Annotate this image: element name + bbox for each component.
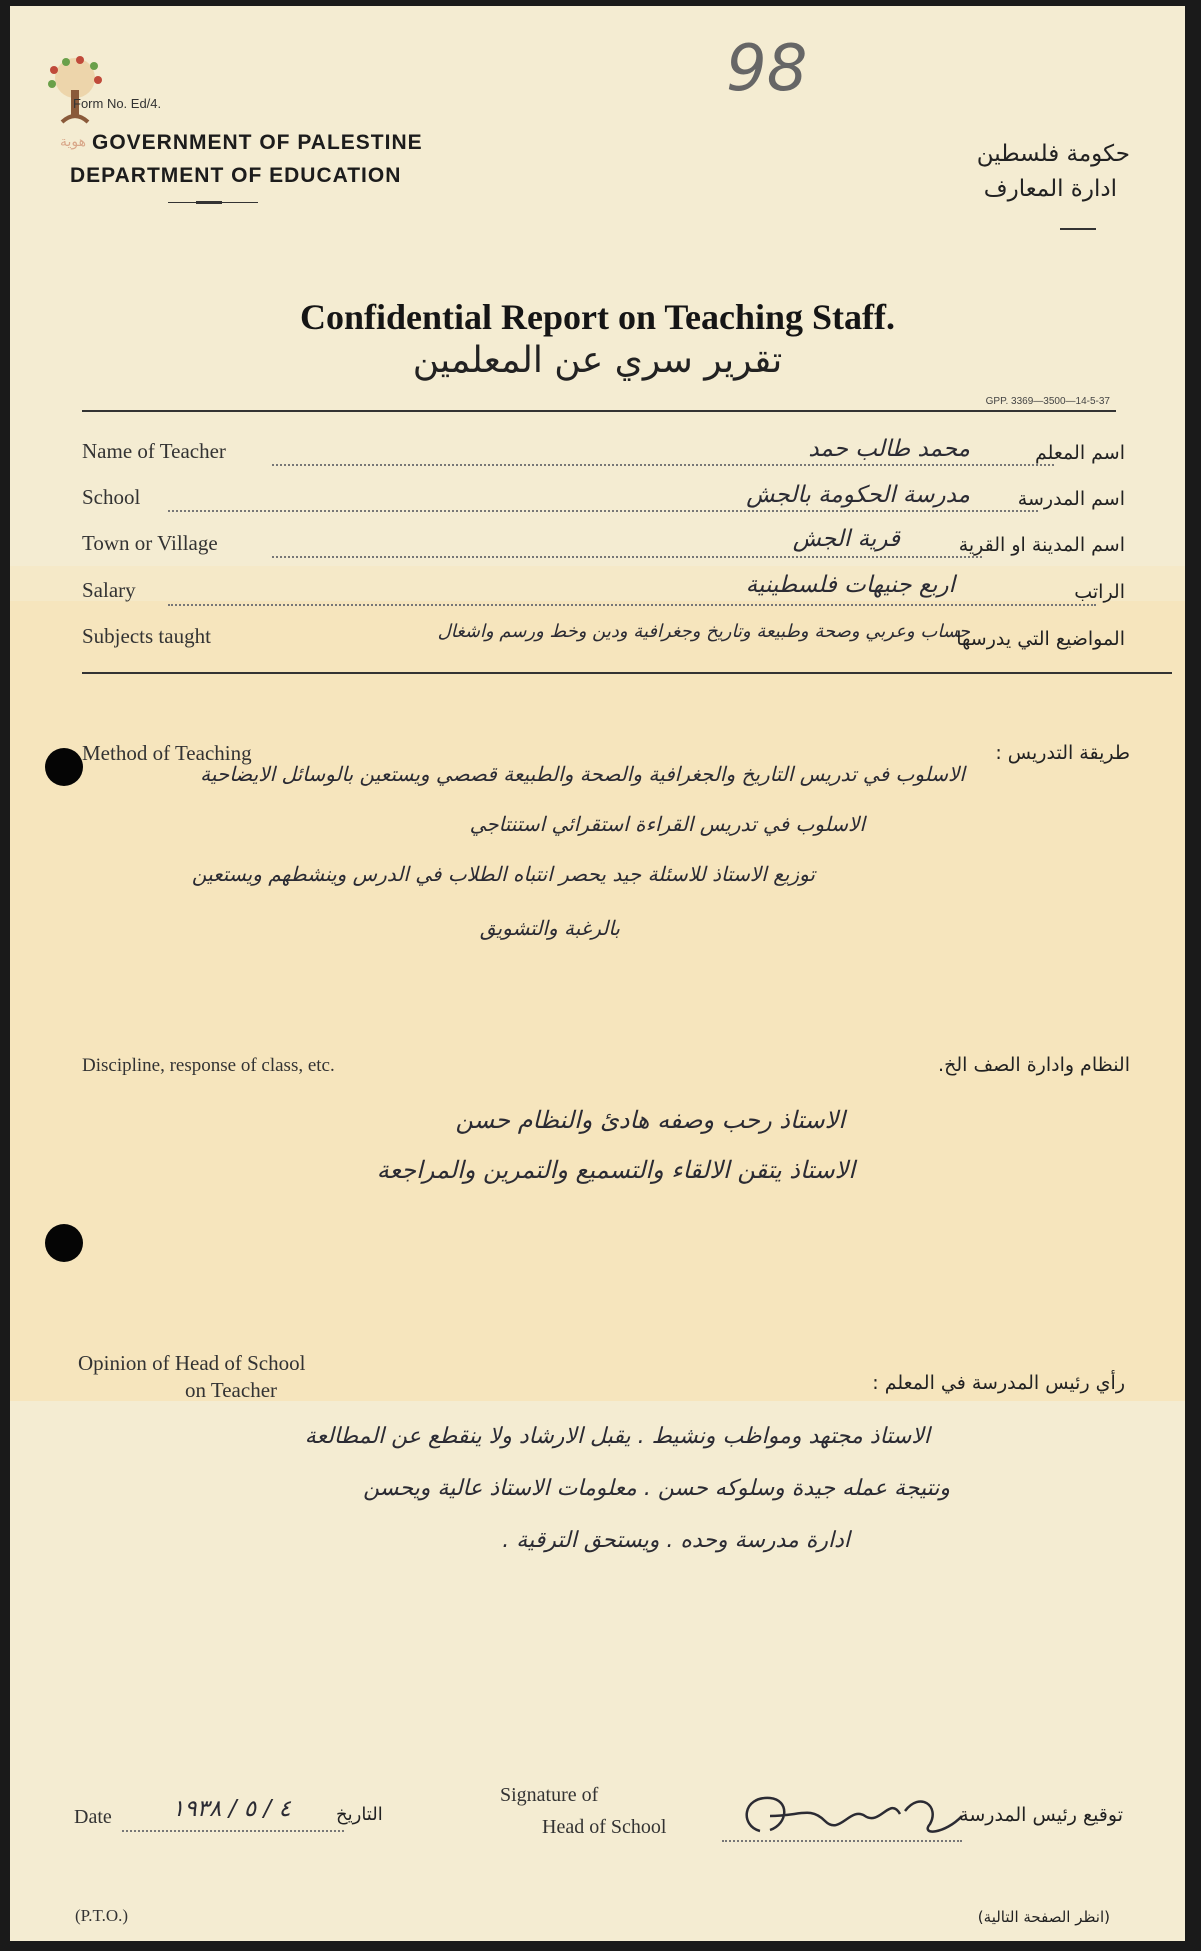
- date-value: ٤ / ٥ / ١٩٣٨: [172, 1796, 291, 1822]
- signature-label: Signature of: [500, 1784, 599, 1806]
- section-label-ar: طريقة التدريس :: [995, 742, 1130, 764]
- paper-aging-band: [10, 601, 1185, 1401]
- field-line: [272, 556, 982, 558]
- handwritten-line: الاستاذ رحب وصفه هادئ والنظام حسن: [455, 1106, 845, 1134]
- date-label: Date: [74, 1806, 112, 1828]
- handwritten-signature: [730, 1776, 970, 1846]
- print-code: GPP. 3369—3500—14-5-37: [985, 396, 1110, 407]
- department-heading-ar: ادارة المعارف: [983, 176, 1117, 202]
- field-label-ar: المواضيع التي يدرسها: [956, 628, 1125, 650]
- field-value: مدرسة الحكومة بالجش: [746, 482, 970, 508]
- header-divider-mark: [196, 201, 222, 204]
- title-rule: [82, 410, 1116, 412]
- field-value: حساب وعربي وصحة وطبيعة وتاريخ وجغرافية ودين وخط ورسم واشغال: [437, 621, 970, 642]
- field-label-ar: الراتب: [1074, 581, 1125, 603]
- handwritten-line: الاستاذ مجتهد ومواظب ونشيط . يقبل الارشاد ولا ينقطع عن المطالعة: [304, 1424, 930, 1449]
- header-divider-ar: [1060, 228, 1096, 230]
- pto-label: (P.T.O.): [75, 1906, 129, 1925]
- handwritten-line: الاسلوب في تدريس القراءة استقرائي استنتاجي: [469, 812, 865, 836]
- field-label: Name of Teacher: [82, 439, 226, 463]
- field-label: Salary: [82, 578, 136, 602]
- field-label-ar: اسم المعلم: [1034, 442, 1125, 464]
- date-line: [122, 1830, 344, 1832]
- date-label-ar: التاريخ: [336, 1804, 383, 1825]
- field-value: محمد طالب حمد: [808, 436, 970, 462]
- paper-aging-band-fade: [10, 566, 1185, 606]
- handwritten-line: ادارة مدرسة وحده . ويستحق الترقية .: [502, 1528, 850, 1553]
- handwritten-line: الاسلوب في تدريس التاريخ والجغرافية والصحة والطبيعة قصصي ويستعين بالوسائل الايضاحية: [200, 762, 965, 786]
- government-heading: GOVERNMENT OF PALESTINE: [92, 131, 423, 154]
- report-form-page: [10, 6, 1185, 1941]
- section-label: Discipline, response of class, etc.: [82, 1055, 335, 1076]
- field-label: Town or Village: [82, 531, 218, 555]
- signature-label: Head of School: [542, 1816, 667, 1838]
- department-heading: DEPARTMENT OF EDUCATION: [70, 164, 402, 187]
- handwritten-line: بالرغبة والتشويق: [479, 916, 620, 940]
- fields-bottom-rule: [82, 672, 1172, 674]
- field-line: [168, 604, 1096, 606]
- punch-hole: [45, 748, 83, 786]
- field-line: [272, 464, 1054, 466]
- report-title: Confidential Report on Teaching Staff.: [299, 297, 896, 337]
- section-label: on Teacher: [185, 1378, 278, 1402]
- field-value: قرية الجش: [792, 526, 900, 552]
- form-number: Form No. Ed/4.: [73, 96, 162, 111]
- field-value: اربع جنيهات فلسطينية: [745, 572, 955, 598]
- section-label: Opinion of Head of School: [78, 1351, 306, 1375]
- field-line: [168, 510, 1038, 512]
- signature-label-ar: توقيع رئيس المدرسة: [959, 1804, 1123, 1826]
- report-title-ar: تقرير سري عن المعلمين: [412, 340, 783, 381]
- field-label: Subjects taught: [82, 624, 211, 648]
- page-number: 98: [726, 32, 808, 106]
- section-label: Method of Teaching: [82, 741, 252, 765]
- government-heading-ar: حكومة فلسطين: [976, 141, 1130, 167]
- punch-hole: [45, 1224, 83, 1262]
- field-label-ar: اسم المدرسة: [1017, 488, 1125, 510]
- field-label: School: [82, 485, 141, 509]
- svg-text:هوية: هوية: [60, 134, 87, 150]
- section-label-ar: النظام وادارة الصف الخ.: [938, 1054, 1130, 1076]
- handwritten-line: الاستاذ يتقن الالقاء والتسميع والتمرين والمراجعة: [376, 1156, 855, 1184]
- section-label-ar: رأي رئيس المدرسة في المعلم :: [872, 1372, 1125, 1394]
- pto-label-ar: (انظر الصفحة التالية): [977, 1908, 1110, 1926]
- field-label-ar: اسم المدينة او القرية: [958, 534, 1125, 556]
- handwritten-line: توزيع الاستاذ للاسئلة جيد يحصر انتباه الطلاب في الدرس وينشطهم ويستعين: [191, 862, 815, 886]
- handwritten-line: ونتيجة عمله جيدة وسلوكه حسن . معلومات الاستاذ عالية ويحسن: [363, 1476, 950, 1501]
